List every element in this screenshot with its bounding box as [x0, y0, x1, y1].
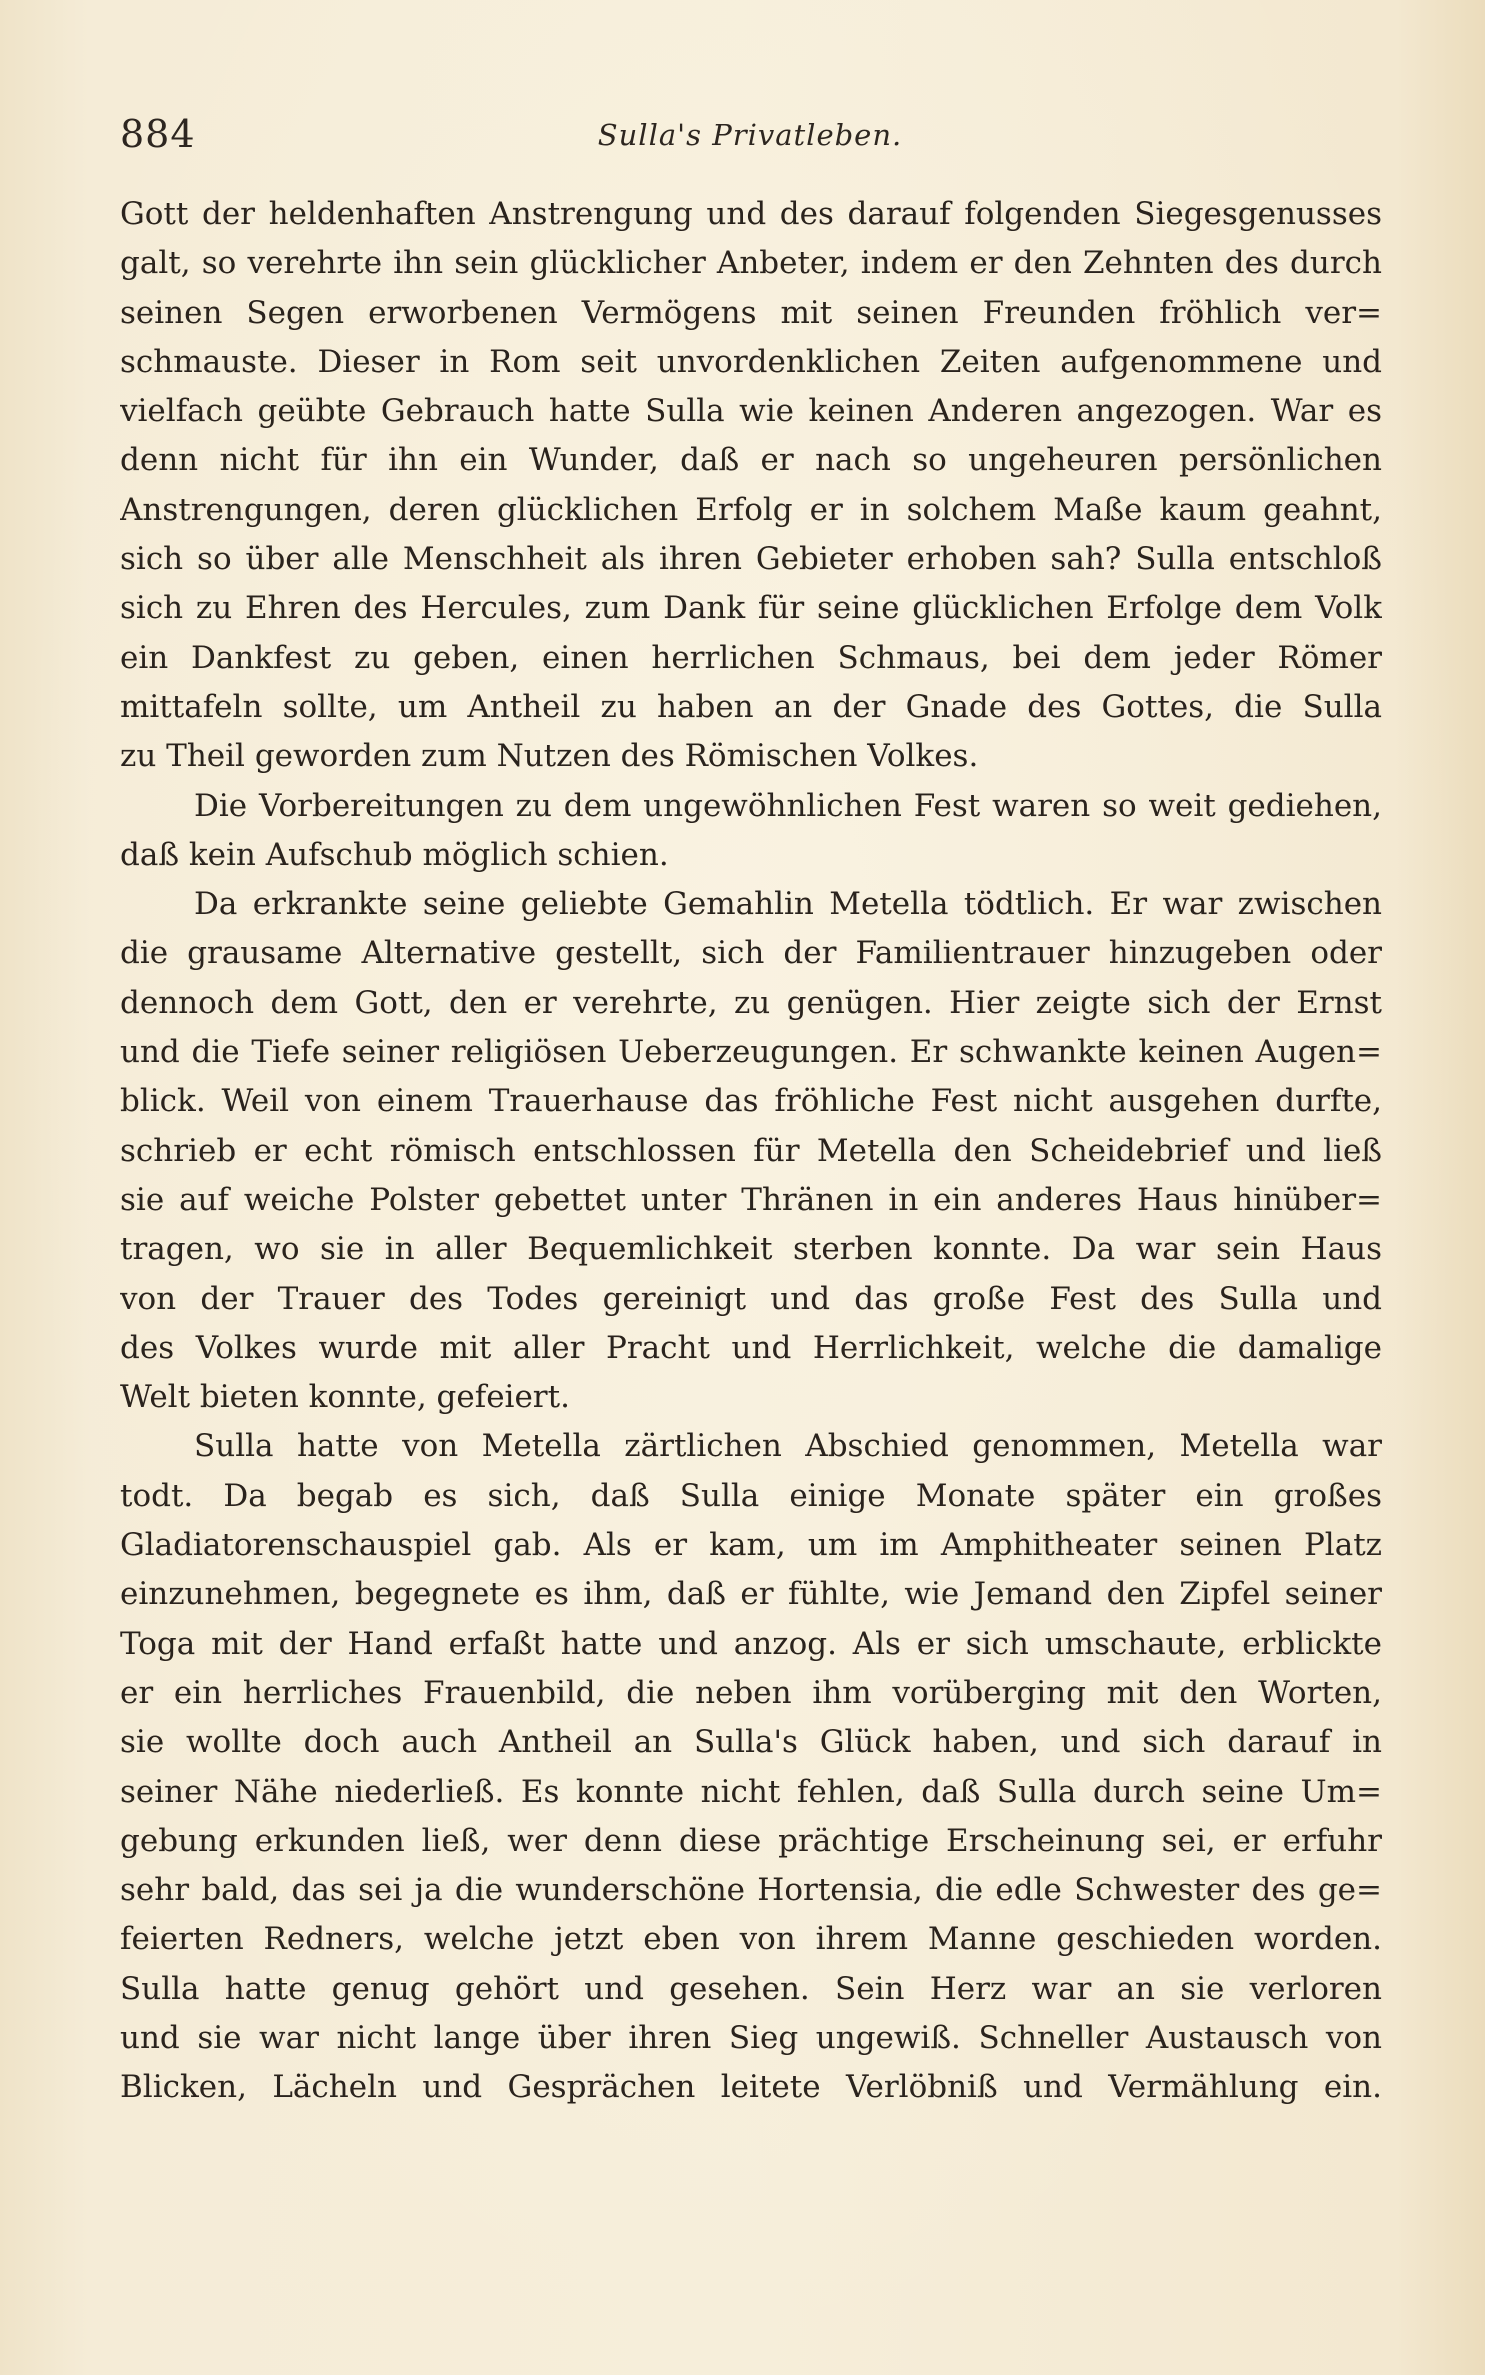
- text-line: Gott der heldenhaften Anstrengung und des darauf folgenden Siegesgenusses: [120, 196, 1382, 232]
- page-number: 884: [120, 112, 196, 156]
- text-line: sich zu Ehren des Hercules, zum Dank für seine glücklichen Erfolge dem Volk: [120, 590, 1382, 627]
- text-line: galt, so verehrte ihn sein glücklicher Anbeter, indem er den Zehnten des durch: [120, 245, 1382, 282]
- text-line: er ein herrliches Frauenbild, die neben ihm vorüberging mit den Worten,: [120, 1674, 1382, 1711]
- text-line: sie auf weiche Polster gebettet unter Thränen in ein anderes Haus hinüber=: [120, 1181, 1382, 1218]
- text-line: Welt bieten konnte, gefeiert.: [120, 1379, 570, 1416]
- text-line: denn nicht für ihn ein Wunder, daß er nach so ungeheuren persönlichen: [120, 442, 1382, 479]
- text-line: des Volkes wurde mit aller Pracht und Herrlichkeit, welche die damalige: [120, 1329, 1382, 1366]
- text-line: feierten Redners, welche jetzt eben von ihrem Manne geschieden worden.: [120, 1921, 1382, 1958]
- running-title: Sulla's Privatleben.: [597, 118, 903, 152]
- text-line: seinen Segen erworbenen Vermögens mit seinen Freunden fröhlich ver=: [120, 294, 1382, 331]
- text-line: Sulla hatte von Metella zärtlichen Abschied genommen, Metella war: [194, 1428, 1382, 1465]
- text-line: schrieb er echt römisch entschlossen für Metella den Scheidebrief und ließ: [120, 1132, 1382, 1169]
- text-line: Die Vorbereitungen zu dem ungewöhnlichen Fest waren so weit gediehen,: [194, 787, 1382, 824]
- text-line: blick. Weil von einem Trauerhause das fröhliche Fest nicht ausgehen durfte,: [120, 1083, 1382, 1120]
- text-line: schmauste. Dieser in Rom seit unvordenklichen Zeiten aufgenommene und: [120, 343, 1382, 380]
- text-line: Sulla hatte genug gehört und gesehen. Sein Herz war an sie verloren: [120, 1970, 1382, 2007]
- text-line: ein Dankfest zu geben, einen herrlichen Schmaus, bei dem jeder Römer: [120, 639, 1382, 676]
- text-line: sehr bald, das sei ja die wunderschöne Hortensia, die edle Schwester des ge=: [120, 1872, 1382, 1909]
- text-line: die grausame Alternative gestellt, sich der Familientrauer hinzugeben oder: [120, 935, 1382, 972]
- page-header: [120, 108, 1380, 158]
- text-line: Toga mit der Hand erfaßt hatte und anzog. Als er sich umschaute, erblickte: [120, 1625, 1382, 1662]
- text-line: Da erkrankte seine geliebte Gemahlin Metella tödtlich. Er war zwischen: [194, 886, 1382, 923]
- text-line: einzunehmen, begegnete es ihm, daß er fühlte, wie Jemand den Zipfel seiner: [120, 1576, 1382, 1613]
- text-line: tragen, wo sie in aller Bequemlichkeit sterben konnte. Da war sein Haus: [120, 1231, 1382, 1268]
- text-line: todt. Da begab es sich, daß Sulla einige Monate später ein großes: [120, 1477, 1382, 1514]
- text-line: mittafeln sollte, um Antheil zu haben an der Gnade des Gottes, die Sulla: [120, 688, 1382, 725]
- text-line: sich so über alle Menschheit als ihren Gebieter erhoben sah? Sulla entschloß: [120, 541, 1382, 578]
- text-line: Anstrengungen, deren glücklichen Erfolg er in solchem Maße kaum geahnt,: [120, 491, 1382, 528]
- text-line: Blicken, Lächeln und Gesprächen leitete Verlöbniß und Vermählung ein.: [120, 2069, 1382, 2106]
- text-line: und die Tiefe seiner religiösen Ueberzeugungen. Er schwankte keinen Augen=: [120, 1034, 1382, 1071]
- text-line: vielfach geübte Gebrauch hatte Sulla wie keinen Anderen angezogen. War es: [120, 393, 1382, 430]
- text-line: und sie war nicht lange über ihren Sieg ungewiß. Schneller Austausch von: [120, 2019, 1382, 2056]
- text-line: von der Trauer des Todes gereinigt und das große Fest des Sulla und: [120, 1280, 1382, 1317]
- text-line: dennoch dem Gott, den er verehrte, zu genügen. Hier zeigte sich der Ernst: [120, 984, 1382, 1021]
- text-line: daß kein Aufschub möglich schien.: [120, 836, 669, 873]
- text-line: gebung erkunden ließ, wer denn diese prächtige Erscheinung sei, er erfuhr: [120, 1822, 1382, 1859]
- text-line: seiner Nähe niederließ. Es konnte nicht fehlen, daß Sulla durch seine Um=: [120, 1773, 1382, 1810]
- body-text: [120, 190, 1382, 2113]
- text-line: sie wollte doch auch Antheil an Sulla's Glück haben, und sich darauf in: [120, 1724, 1382, 1761]
- text-line: Gladiatorenschauspiel gab. Als er kam, um im Amphitheater seinen Platz: [120, 1527, 1382, 1564]
- text-line: zu Theil geworden zum Nutzen des Römischen Volkes.: [120, 738, 979, 775]
